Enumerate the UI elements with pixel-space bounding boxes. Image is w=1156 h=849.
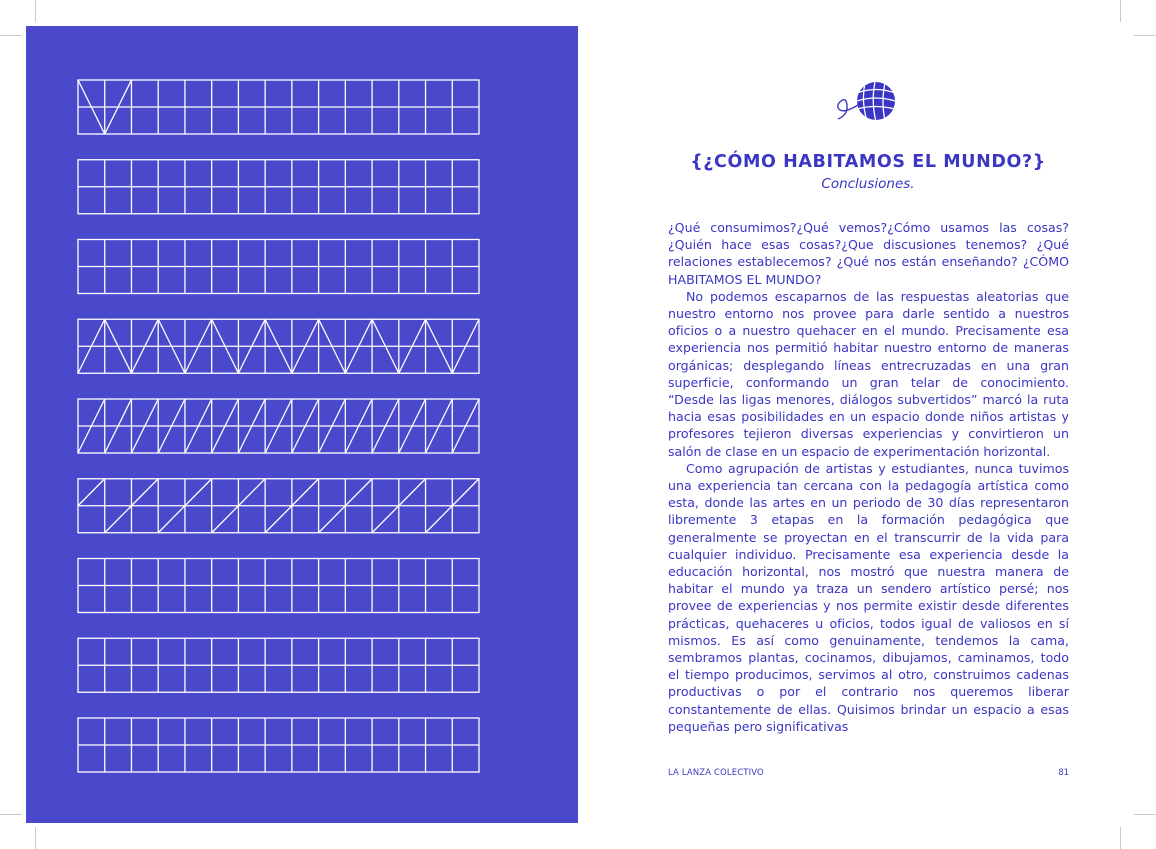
crop-mark (35, 0, 36, 22)
illustration-panel (26, 26, 578, 823)
grid-row-3-plain (78, 240, 479, 294)
paragraph: No podemos escaparnos de las respuestas aleatorias que nuestro entorno nos provee para darle sentido a nuestros oficios o a nuestro quehacer en el mundo. Precisamente esa experiencia nos permitió habitar nuestro entorno de maneras orgánicas; desplegando líneas entrecruzadas en una gran superficie, conformando un gran telar de conocimiento. “Desde las ligas menores, diálogos subvertidos” marcó la ruta hacia esas posibilidades en un espacio donde niños artistas y profesores tejieron diversas experiencias y convirtieron un salón de clase en un espacio de experimentación horizontal. (668, 288, 1069, 459)
grid-row-8-plain (78, 638, 479, 692)
crop-mark (35, 827, 36, 849)
crop-mark (0, 35, 22, 36)
paragraph: Como agrupación de artistas y estudiantes, nunca tuvimos una experiencia tan cercana con la pedagogía artística como esta, donde las artes en un periodo de 30 días representaron libremente 3 etapas en la formación pedagógica que generalmente se proyectan en el transcurrir de la vida para cualquier individuo. Precisamente esa experiencia desde la educación horizontal, nos mostró que nuestra manera de habitar el mundo ya traza un sendero artístico persé; nos provee de experiencias y nos permite existir desde diferentes prácticas, quehaceres u oficios, todos igual de valiosos en sí mismos. Es así como genuinamente, tendemos la cama, sembramos plantas, cocinamos, dibujamos, caminamos, todo el tiempo producimos, servimos al otro, construimos cadenas productivas o por el contrario nos queremos liberar constantemente de ellas. Quisimos brindar un espacio a esas pequeñas pero significativas (668, 460, 1069, 734)
footer-publisher: LA LANZA COLECTIVO (668, 767, 764, 777)
crop-mark (0, 814, 22, 815)
grid-row-5-diagonal-lines (78, 399, 479, 453)
text-page (580, 0, 1156, 849)
yarn-ball-icon (835, 79, 897, 123)
grid-row-4-zigzag (78, 319, 479, 373)
paragraph: ¿Qué consumimos?¿Qué vemos?¿Cómo usamos las cosas? ¿Quién hace esas cosas?¿Que discusiones tenemos? ¿Qué relaciones establecemos? ¿Qué nos están enseñando? ¿CÓMO HABITAMOS EL MUNDO? (668, 220, 1069, 287)
grid-row-2-plain (78, 160, 479, 214)
page-title: {¿CÓMO HABITAMOS EL MUNDO?} (690, 152, 1046, 172)
grid-row-1-v-start (78, 80, 479, 134)
body-text (668, 219, 1069, 735)
grid-row-6-diagonal-alternating (78, 479, 479, 533)
page-subtitle: Conclusiones. (821, 176, 915, 192)
weaving-grid-illustration (26, 26, 578, 823)
page-number: 81 (1058, 767, 1069, 777)
grid-row-9-plain (78, 718, 479, 772)
grid-row-7-plain (78, 559, 479, 613)
